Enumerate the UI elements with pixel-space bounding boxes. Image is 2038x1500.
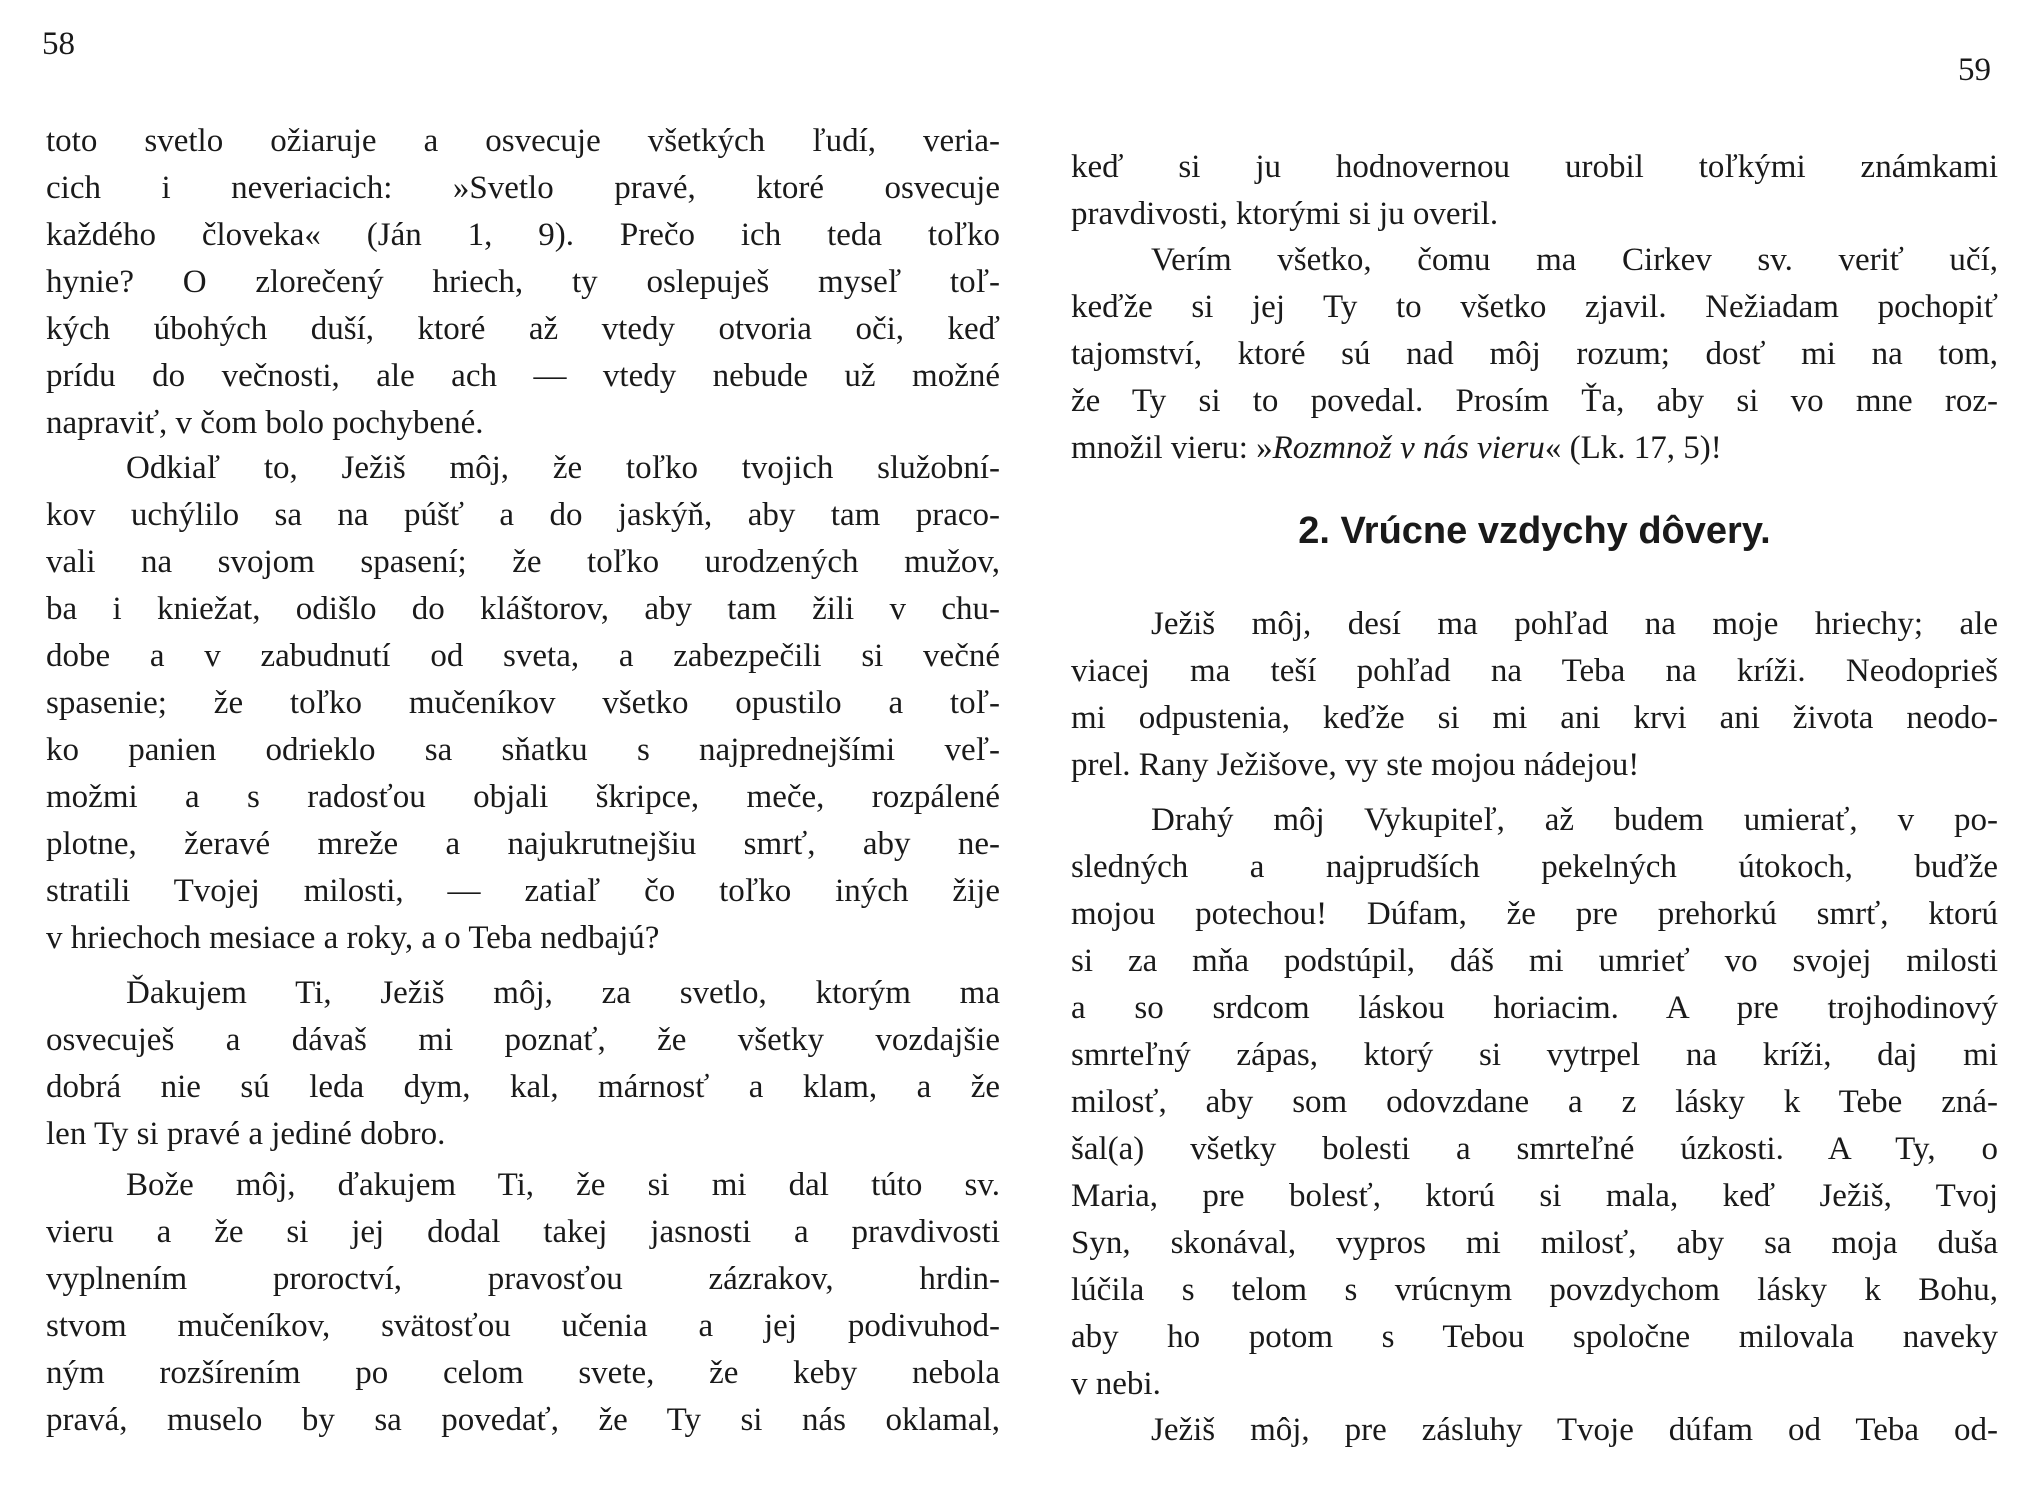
paragraph bbox=[46, 970, 1000, 1158]
text-line: plotne, žeravé mreže a najukrutnejšiu smrť, aby ne- bbox=[46, 826, 1000, 862]
italic-quote: Rozmnož v nás vieru bbox=[1272, 430, 1545, 466]
text-line: tajomství, ktoré sú nad môj rozum; dosť mi na tom, bbox=[1071, 336, 1998, 372]
text-line: v nebi. bbox=[1071, 1366, 1161, 1402]
text-line: viacej ma teší pohľad na Teba na kríži. Neodoprieš bbox=[1071, 653, 1998, 689]
text-line: Ďakujem Ti, Ježiš môj, za svetlo, ktorým ma bbox=[126, 975, 1000, 1011]
text-line: smrteľný zápas, ktorý si vytrpel na kríži, daj mi bbox=[1071, 1037, 1998, 1073]
paragraph bbox=[46, 1162, 1000, 1444]
text-line: Bože môj, ďakujem Ti, že si mi dal túto sv. bbox=[126, 1167, 1000, 1203]
text-line: každého človeka« (Ján 1, 9). Prečo ich teda toľko bbox=[46, 217, 1000, 253]
text-line: Syn, skonával, vypros mi milosť, aby sa moja duša bbox=[1071, 1225, 1998, 1261]
text-line: Ježiš môj, desí ma pohľad na moje hriechy; ale bbox=[1151, 606, 1998, 642]
text-line: Drahý môj Vykupiteľ, až budem umierať, v po- bbox=[1151, 802, 1998, 838]
paragraph bbox=[1071, 601, 1998, 789]
text-line: šal(a) všetky bolesti a smrteľné úzkosti. A Ty, o bbox=[1071, 1131, 1998, 1167]
paragraph bbox=[46, 118, 1000, 447]
text-line: osvecuješ a dávaš mi poznať, že všetky vozdajšie bbox=[46, 1022, 1000, 1058]
text-line: stratili Tvojej milosti, — zatiaľ čo toľko iných žije bbox=[46, 873, 1000, 909]
text-line: milosť, aby som odovzdane a z lásky k Tebe zná- bbox=[1071, 1084, 1998, 1120]
text-line: mojou potechou! Dúfam, že pre prehorkú smrť, ktorú bbox=[1071, 896, 1998, 932]
text-line: dobrá nie sú leda dym, kal, márnosť a klam, a že bbox=[46, 1069, 1000, 1105]
text-segment: « (Lk. 17, 5)! bbox=[1544, 430, 1722, 466]
text-line: cich i neveriacich: »Svetlo pravé, ktoré osvecuje bbox=[46, 170, 1000, 206]
text-line: kov uchýlilo sa na púšť a do jaskýň, aby tam praco- bbox=[46, 497, 1000, 533]
text-line: vali na svojom spasení; že toľko urodzených mužov, bbox=[46, 544, 1000, 580]
text-line: Odkiaľ to, Ježiš môj, že toľko tvojich služobní- bbox=[126, 450, 1000, 486]
page-number-right: 59 bbox=[1958, 52, 1991, 88]
text-line: toto svetlo ožiaruje a osvecuje všetkých ľudí, veria- bbox=[46, 123, 1000, 159]
text-line: a so srdcom láskou horiacim. A pre trojhodinový bbox=[1071, 990, 1998, 1026]
text-line: možmi a s radosťou objali škripce, meče, rozpálené bbox=[46, 779, 1000, 815]
text-line: ko panien odrieklo sa sňatku s najprednejšími veľ- bbox=[46, 732, 1000, 768]
text-line: aby ho potom s Tebou spoločne milovala naveky bbox=[1071, 1319, 1998, 1355]
text-line: prídu do večnosti, ale ach — vtedy nebude už možné bbox=[46, 358, 1000, 394]
text-line: prel. Rany Ježišove, vy ste mojou nádejou! bbox=[1071, 747, 1640, 783]
text-line: vyplnením proroctví, pravosťou zázrakov, hrdin- bbox=[46, 1261, 1000, 1297]
text-line: v hriechoch mesiace a roky, a o Teba nedbajú? bbox=[46, 920, 660, 956]
text-line: keďže si jej Ty to všetko zjavil. Nežiadam pochopiť bbox=[1071, 289, 1998, 325]
text-line: spasenie; že toľko mučeníkov všetko opustilo a toľ- bbox=[46, 685, 1000, 721]
text-line: si za mňa podstúpil, dáš mi umrieť vo svojej milosti bbox=[1071, 943, 1998, 979]
text-line: Verím všetko, čomu ma Cirkev sv. veriť učí, bbox=[1151, 242, 1998, 278]
text-line: sledných a najprudších pekelných útokoch, buďže bbox=[1071, 849, 1998, 885]
text-line: dobe a v zabudnutí od sveta, a zabezpečili si večné bbox=[46, 638, 1000, 674]
page-number-left: 58 bbox=[42, 26, 75, 62]
section-heading: 2. Vrúcne vzdychy dôvery. bbox=[1298, 510, 1771, 552]
text-line: lúčila s telom s vrúcnym povzdychom lásky k Bohu, bbox=[1071, 1272, 1998, 1308]
paragraph bbox=[1071, 144, 1998, 238]
text-line: vieru a že si jej dodal takej jasnosti a pravdivosti bbox=[46, 1214, 1000, 1250]
text-line: Ježiš môj, pre zásluhy Tvoje dúfam od Teba od- bbox=[1151, 1412, 1998, 1448]
text-segment: množil vieru: » bbox=[1071, 430, 1273, 466]
text-line: pravdivosti, ktorými si ju overil. bbox=[1071, 196, 1499, 232]
text-line: hynie? O zlorečený hriech, ty oslepuješ myseľ toľ- bbox=[46, 264, 1000, 300]
paragraph bbox=[46, 445, 1000, 962]
text-line: kých úbohých duší, ktoré až vtedy otvoria oči, keď bbox=[46, 311, 1000, 347]
paragraph bbox=[1071, 1407, 1998, 1454]
text-line: Maria, pre bolesť, ktorú si mala, keď Ježiš, Tvoj bbox=[1071, 1178, 1998, 1214]
paragraph bbox=[1071, 237, 1998, 472]
text-line: napraviť, v čom bolo pochybené. bbox=[46, 405, 484, 441]
text-line bbox=[1071, 425, 1998, 472]
text-line: ným rozšírením po celom svete, že keby nebola bbox=[46, 1355, 1000, 1391]
text-line: keď si ju hodnovernou urobil toľkými známkami bbox=[1071, 149, 1998, 185]
text-line: stvom mučeníkov, svätosťou učenia a jej podivuhod- bbox=[46, 1308, 1000, 1344]
text-line: že Ty si to povedal. Prosím Ťa, aby si vo mne roz- bbox=[1071, 383, 1998, 419]
text-line: mi odpustenia, keďže si mi ani krvi ani života neodo- bbox=[1071, 700, 1998, 736]
text-line: pravá, muselo by sa povedať, že Ty si nás oklamal, bbox=[46, 1402, 1000, 1438]
text-line: ba i kniežat, odišlo do kláštorov, aby tam žili v chu- bbox=[46, 591, 1000, 627]
text-line: len Ty si pravé a jediné dobro. bbox=[46, 1116, 446, 1152]
paragraph bbox=[1071, 797, 1998, 1408]
